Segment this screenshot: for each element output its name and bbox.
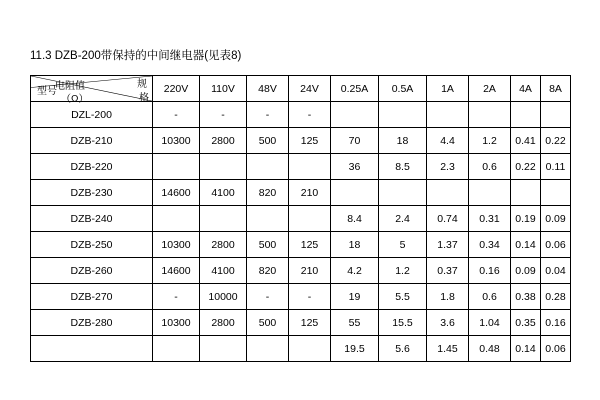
row-model: DZB-230 (31, 180, 153, 206)
row-current-05a: 2.4 (379, 206, 427, 232)
spec-table (30, 75, 571, 362)
row-current-2a: 0.34 (469, 232, 511, 258)
row-voltage-24v: 125 (289, 310, 331, 336)
row-current-4a: 0.38 (511, 284, 541, 310)
row-current-4a: 0.14 (511, 232, 541, 258)
row-current-8a: 0.06 (541, 232, 571, 258)
row-model (31, 336, 153, 362)
row-current-8a: 0.09 (541, 206, 571, 232)
row-voltage-48v: 500 (247, 128, 289, 154)
row-voltage-220v: - (153, 284, 200, 310)
row-voltage-24v (289, 336, 331, 362)
table-header-row (31, 76, 571, 102)
row-current-1a: 2.3 (427, 154, 469, 180)
row-current-4a: 0.22 (511, 154, 541, 180)
row-voltage-24v: 125 (289, 128, 331, 154)
row-current-05a: 15.5 (379, 310, 427, 336)
row-current-2a (469, 102, 511, 128)
table-row (31, 232, 571, 258)
row-voltage-110v: 4100 (200, 180, 247, 206)
row-voltage-24v: - (289, 284, 331, 310)
row-current-025a: 70 (331, 128, 379, 154)
corner-resistance-label: 电阻值 (55, 81, 85, 92)
row-current-1a: 1.37 (427, 232, 469, 258)
row-model: DZB-270 (31, 284, 153, 310)
row-current-025a: 18 (331, 232, 379, 258)
row-current-8a: 0.22 (541, 128, 571, 154)
table-row (31, 180, 571, 206)
row-current-4a: 0.41 (511, 128, 541, 154)
row-current-05a: 1.2 (379, 258, 427, 284)
row-current-8a (541, 102, 571, 128)
row-current-1a: 1.8 (427, 284, 469, 310)
row-voltage-110v (200, 336, 247, 362)
row-current-025a (331, 180, 379, 206)
row-voltage-220v: 14600 (153, 258, 200, 284)
row-voltage-24v (289, 154, 331, 180)
row-current-05a: 8.5 (379, 154, 427, 180)
row-current-1a (427, 102, 469, 128)
corner-resistance-unit: （Ω） (61, 94, 89, 105)
row-current-4a: 0.35 (511, 310, 541, 336)
header-voltage-24v: 24V (289, 76, 331, 102)
row-current-2a: 1.2 (469, 128, 511, 154)
row-voltage-220v (153, 336, 200, 362)
row-current-2a: 0.48 (469, 336, 511, 362)
header-current-1a: 1A (427, 76, 469, 102)
row-current-8a: 0.06 (541, 336, 571, 362)
row-voltage-220v: 14600 (153, 180, 200, 206)
header-current-025a: 0.25A (331, 76, 379, 102)
row-voltage-110v: - (200, 102, 247, 128)
row-model: DZB-260 (31, 258, 153, 284)
row-voltage-48v: - (247, 284, 289, 310)
row-current-4a: 0.14 (511, 336, 541, 362)
row-voltage-24v: 210 (289, 180, 331, 206)
row-current-1a (427, 180, 469, 206)
row-current-1a: 4.4 (427, 128, 469, 154)
row-current-05a: 5.6 (379, 336, 427, 362)
row-current-05a (379, 102, 427, 128)
row-current-1a: 0.74 (427, 206, 469, 232)
row-voltage-24v: 210 (289, 258, 331, 284)
row-voltage-220v: 10300 (153, 232, 200, 258)
corner-spec-label2: 格 (139, 93, 149, 104)
row-model: DZB-240 (31, 206, 153, 232)
row-voltage-24v: - (289, 102, 331, 128)
header-voltage-48v: 48V (247, 76, 289, 102)
header-current-05a: 0.5A (379, 76, 427, 102)
row-current-05a (379, 180, 427, 206)
row-current-025a: 19.5 (331, 336, 379, 362)
row-voltage-220v: - (153, 102, 200, 128)
row-voltage-110v: 2800 (200, 310, 247, 336)
row-model: DZB-280 (31, 310, 153, 336)
row-current-025a: 8.4 (331, 206, 379, 232)
row-current-8a: 0.04 (541, 258, 571, 284)
row-voltage-110v (200, 206, 247, 232)
row-voltage-48v: 500 (247, 310, 289, 336)
table-row (31, 284, 571, 310)
row-current-8a: 0.11 (541, 154, 571, 180)
row-current-2a: 0.16 (469, 258, 511, 284)
row-current-025a: 55 (331, 310, 379, 336)
row-model: DZB-250 (31, 232, 153, 258)
corner-spec-label: 规 (137, 79, 147, 90)
table-row (31, 128, 571, 154)
row-voltage-48v (247, 154, 289, 180)
row-current-4a: 0.19 (511, 206, 541, 232)
table-row (31, 310, 571, 336)
row-voltage-220v (153, 154, 200, 180)
spec-table-container (30, 75, 570, 362)
page-title: 11.3 DZB-200带保持的中间继电器(见表8) (30, 50, 242, 62)
row-voltage-24v: 125 (289, 232, 331, 258)
row-voltage-110v (200, 154, 247, 180)
row-voltage-220v: 10300 (153, 310, 200, 336)
row-current-8a (541, 180, 571, 206)
row-current-05a: 5 (379, 232, 427, 258)
row-current-025a: 36 (331, 154, 379, 180)
row-current-1a: 3.6 (427, 310, 469, 336)
row-current-2a: 1.04 (469, 310, 511, 336)
table-row (31, 154, 571, 180)
row-current-2a: 0.6 (469, 154, 511, 180)
table-row (31, 206, 571, 232)
row-voltage-24v (289, 206, 331, 232)
row-current-025a: 4.2 (331, 258, 379, 284)
row-voltage-48v: 500 (247, 232, 289, 258)
row-model: DZB-210 (31, 128, 153, 154)
row-current-2a (469, 180, 511, 206)
row-voltage-48v: 820 (247, 258, 289, 284)
row-voltage-110v: 2800 (200, 232, 247, 258)
row-current-4a (511, 180, 541, 206)
row-voltage-220v: 10300 (153, 128, 200, 154)
row-model: DZB-220 (31, 154, 153, 180)
row-voltage-48v: 820 (247, 180, 289, 206)
row-current-2a: 0.6 (469, 284, 511, 310)
row-current-05a: 5.5 (379, 284, 427, 310)
row-voltage-48v (247, 206, 289, 232)
header-current-8a: 8A (541, 76, 571, 102)
row-current-4a (511, 102, 541, 128)
table-row (31, 102, 571, 128)
row-current-2a: 0.31 (469, 206, 511, 232)
corner-header-cell (31, 76, 153, 105)
row-current-4a: 0.09 (511, 258, 541, 284)
row-voltage-110v: 2800 (200, 128, 247, 154)
row-current-8a: 0.28 (541, 284, 571, 310)
row-voltage-220v (153, 206, 200, 232)
table-row (31, 336, 571, 362)
row-current-8a: 0.16 (541, 310, 571, 336)
row-voltage-110v: 10000 (200, 284, 247, 310)
row-current-025a (331, 102, 379, 128)
row-voltage-48v: - (247, 102, 289, 128)
corner-type-label: 型号 (37, 86, 57, 97)
table-row (31, 258, 571, 284)
row-voltage-48v (247, 336, 289, 362)
header-voltage-110v: 110V (200, 76, 247, 102)
row-current-1a: 0.37 (427, 258, 469, 284)
row-current-05a: 18 (379, 128, 427, 154)
header-voltage-220v: 220V (153, 76, 200, 102)
row-current-025a: 19 (331, 284, 379, 310)
header-current-2a: 2A (469, 76, 511, 102)
row-model: DZL-200 (31, 102, 153, 128)
row-current-1a: 1.45 (427, 336, 469, 362)
header-current-4a: 4A (511, 76, 541, 102)
row-voltage-110v: 4100 (200, 258, 247, 284)
